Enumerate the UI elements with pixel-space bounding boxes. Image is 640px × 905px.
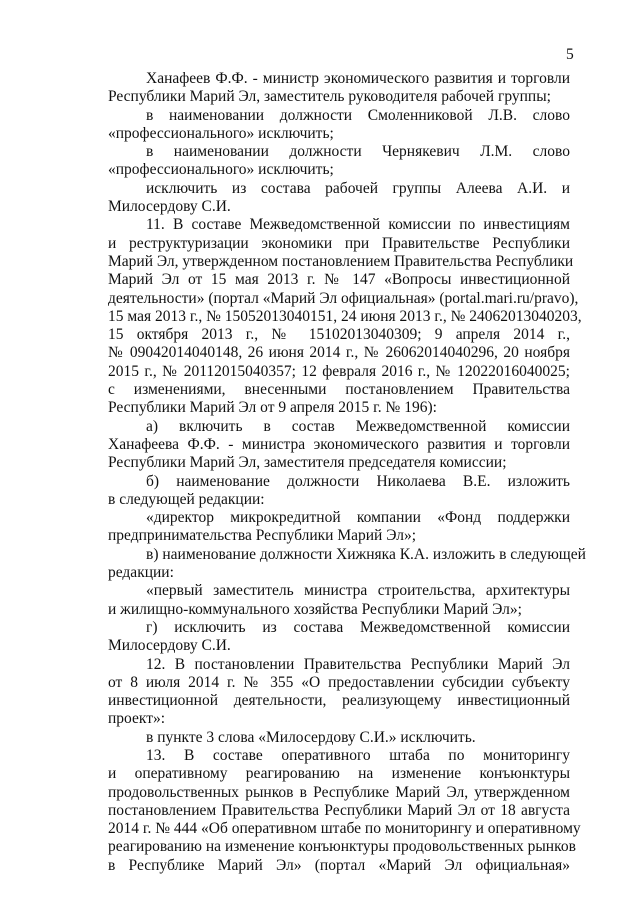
- text-line: Милосердову С.И.: [108, 637, 231, 655]
- text-line: «директор микрокредитной компании «Фонд поддержки: [146, 509, 570, 527]
- text-line: 12. В постановлении Правительства Республики Марий Эл: [146, 655, 570, 673]
- text-line: и жилищно-коммунального хозяйства Республики Марий Эл»;: [108, 600, 522, 618]
- text-line: и реструктуризации экономики при Правительстве Республики: [108, 234, 570, 252]
- text-line: в) наименование должности Хижняка К.А. изложить в следующей: [146, 545, 586, 563]
- text-line: в наименовании должности Смоленниковой Л.В. слово: [146, 106, 570, 124]
- text-line: исключить из состава рабочей группы Алеева А.И. и: [146, 179, 570, 197]
- text-line: Ханафеева Ф.Ф. - министра экономического развития и торговли: [108, 435, 570, 453]
- text-line: 2015 г., № 20112015040357; 12 февраля 2016 г., № 12022016040025;: [108, 362, 570, 380]
- text-line: 11. В составе Межведомственной комиссии по инвестициям: [146, 216, 570, 234]
- text-line: с изменениями, внесенными постановлением Правительства: [108, 381, 570, 399]
- document-body: [108, 70, 586, 875]
- text-line: 2014 г. № 444 «Об оперативном штабе по мониторингу и оперативному: [108, 820, 581, 838]
- text-line: в наименовании должности Чернякевич Л.М. слово: [146, 143, 570, 161]
- text-line: Милосердову С.И.: [108, 198, 231, 216]
- text-line: б) наименование должности Николаева В.Е. изложить: [146, 472, 570, 490]
- page-number: 5: [566, 46, 574, 63]
- text-line: № 09042014040148, 26 июня 2014 г., № 26062014040296, 20 ноября: [108, 344, 570, 362]
- text-line: Марий Эл, утвержденном постановлением Правительства Республики: [108, 252, 574, 270]
- text-line: Ханафеев Ф.Ф. - министр экономического развития и торговли: [146, 70, 570, 87]
- text-line: «профессионального» исключить;: [108, 161, 334, 179]
- text-line: 15 мая 2013 г., № 15052013040151, 24 июня 2013 г., № 24062013040203,: [108, 307, 582, 325]
- text-line: реагированию на изменение конъюнктуры продовольственных рынков: [108, 838, 576, 856]
- text-line: в Республике Марий Эл» (портал «Марий Эл официальная»: [108, 856, 570, 874]
- text-line: в следующей редакции:: [108, 490, 265, 508]
- text-line: «первый заместитель министра строительства, архитектуры: [146, 582, 570, 600]
- text-line: в пункте 3 слова «Милосердову С.И.» исключить.: [146, 728, 476, 746]
- text-line: постановлением Правительства Республики Марий Эл от 18 августа: [108, 801, 570, 819]
- text-line: продовольственных рынков в Республике Марий Эл, утвержденном: [108, 783, 570, 801]
- text-line: редакции:: [108, 564, 174, 582]
- text-line: и оперативному реагированию на изменение конъюнктуры: [108, 765, 570, 783]
- text-line: «профессионального» исключить;: [108, 124, 334, 142]
- text-line: Марий Эл от 15 мая 2013 г. № 147 «Вопросы инвестиционной: [108, 271, 570, 289]
- text-line: 13. В составе оперативного штаба по мониторингу: [146, 746, 570, 764]
- text-line: проект»:: [108, 710, 166, 728]
- text-line: а) включить в состав Межведомственной комиссии: [146, 417, 570, 435]
- text-line: г) исключить из состава Межведомственной комиссии: [146, 618, 570, 636]
- text-line: 15 октября 2013 г., № 15102013040309; 9 апреля 2014 г.,: [108, 326, 570, 344]
- text-line: от 8 июля 2014 г. № 355 «О предоставлении субсидии субъекту: [108, 673, 570, 691]
- text-line: Республики Марий Эл от 9 апреля 2015 г. № 196):: [108, 399, 437, 417]
- text-line: деятельности» (портал «Марий Эл официальная» (portal.mari.ru/pravo),: [108, 289, 579, 307]
- text-line: инвестиционной деятельности, реализующему инвестиционный: [108, 692, 570, 710]
- text-line: предпринимательства Республики Марий Эл»;: [108, 527, 417, 545]
- text-line: Республики Марий Эл, заместителя председателя комиссии;: [108, 454, 507, 472]
- text-line: Республики Марий Эл, заместитель руководителя рабочей группы;: [108, 88, 551, 106]
